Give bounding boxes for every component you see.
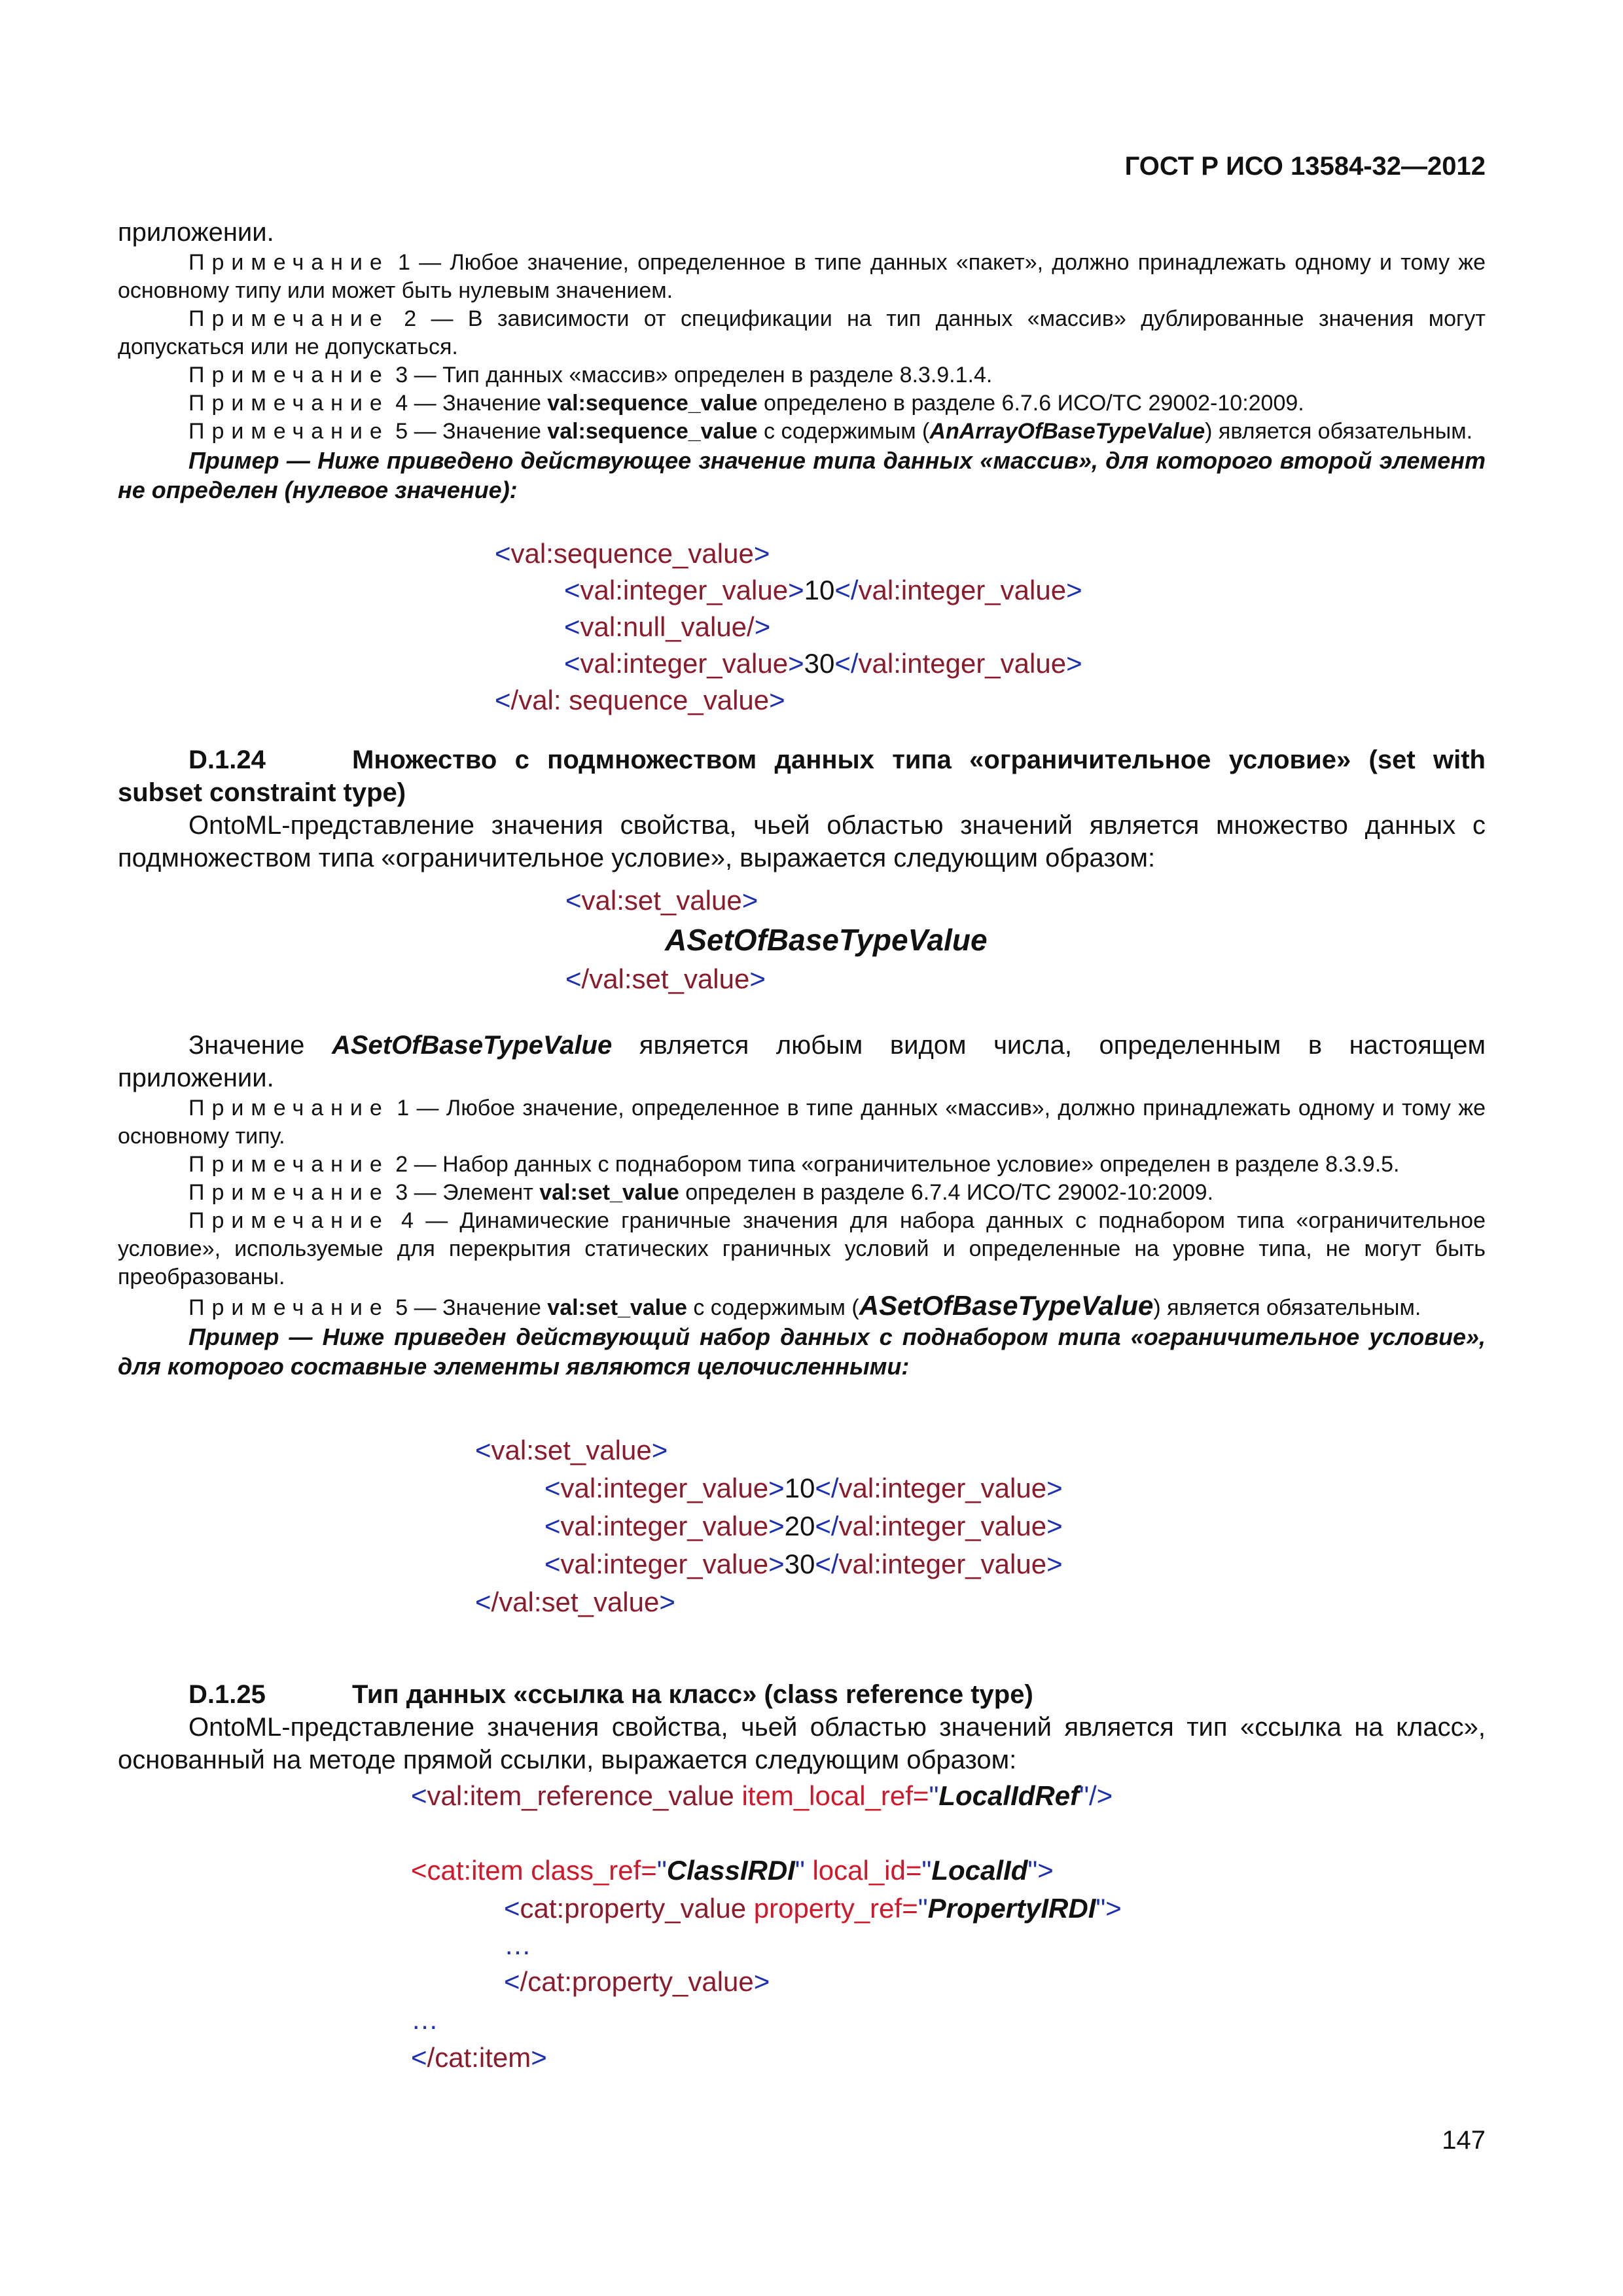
example-text: Пример — Ниже приведено действующее значение типа данных «массив», для которого второй элемент не определен (нулевое значение): bbox=[118, 447, 1486, 503]
note-d124-5: Примечание 5 — Значение val:set_value с содержимым (ASetOfBaseTypeValue) является обязательным. bbox=[188, 1290, 1421, 1321]
code3-item-reference: <val:item_reference_value item_local_ref="LocalIdRef"/> bbox=[411, 1780, 1113, 1811]
code-integer-line-1: <val:integer_value>10</val:integer_value> bbox=[564, 575, 1082, 605]
code3-cat-item-open: <cat:item class_ref="ClassIRDI" local_id="LocalId"> bbox=[411, 1855, 1054, 1886]
code3-ellipsis-2: … bbox=[411, 2004, 438, 2035]
code2-set-open: <val:set_value> bbox=[475, 1435, 668, 1465]
section-d125-paragraph: OntoML-представление значения свойства, чьей областью значений является тип «ссылка на класс», основанный на методе прямой ссылки, выражается следующим образом: bbox=[118, 1713, 1486, 1774]
code-set-value: ASetOfBaseTypeValue bbox=[665, 923, 988, 957]
code-integer-line-3: <val:integer_value>30</val:integer_value> bbox=[564, 648, 1082, 679]
section-d124-paragraph-2: Значение ASetOfBaseTypeValue является любым видом числа, определенным в настоящем приложении. bbox=[118, 1031, 1486, 1092]
intro-block bbox=[118, 216, 1486, 505]
code-sequence-open: <val:sequence_value> bbox=[495, 538, 770, 569]
note-d124-1: Примечание 1 — Любое значение, определенное в типе данных «массив», должно принадлежать одному и тому же основному типу. bbox=[118, 1096, 1486, 1149]
note-4: Примечание 4 — Значение val:sequence_value определено в разделе 6.7.6 ИСО/ТС 29002-10:2009. bbox=[188, 391, 1304, 416]
code2-integer-line-3: <val:integer_value>30</val:integer_value> bbox=[544, 1549, 1063, 1579]
lead-text: приложении. bbox=[118, 218, 274, 247]
code3-property-value-close: </cat:property_value> bbox=[504, 1966, 770, 1997]
code-sequence-close: </val: sequence_value> bbox=[495, 685, 785, 715]
note-5: Примечание 5 — Значение val:sequence_value с содержимым (AnArrayOfBaseTypeValue) является обязательным. bbox=[188, 419, 1473, 444]
section-d124-heading: D.1.24 Множество с подмножеством данных типа «ограничительное условие» (set with subset constraint type) bbox=[118, 745, 1486, 807]
code-null-line: <val:null_value/> bbox=[564, 611, 771, 642]
code2-integer-line-2: <val:integer_value>20</val:integer_value> bbox=[544, 1511, 1063, 1541]
note-1: Примечание 1 — Любое значение, определенное в типе данных «пакет», должно принадлежать одному и тому же основному типу или может быть нулевым значением. bbox=[118, 250, 1486, 303]
example-d124-text: Пример — Ниже приведен действующий набор данных с поднабором типа «ограничительное условие», для которого составные элементы являются целочисленными: bbox=[118, 1323, 1486, 1380]
code3-property-value-open: <cat:property_value property_ref="PropertyIRDI"> bbox=[504, 1893, 1122, 1924]
note-2: Примечание 2 — В зависимости от спецификации на тип данных «массив» дублированные значения могут допускаться или не допускаться. bbox=[118, 306, 1486, 359]
code2-integer-line-1: <val:integer_value>10</val:integer_value> bbox=[544, 1473, 1063, 1503]
note-d124-4: Примечание 4 — Динамические граничные значения для набора данных с поднабором типа «ограничительное условие», используемые для перекрытия статических граничных условий и определенные на уровне типа, не могут быть преобразованы. bbox=[118, 1208, 1486, 1289]
page-number: 147 bbox=[1442, 2126, 1486, 2155]
section-d125-heading: D.1.25 Тип данных «ссылка на класс» (class reference type) bbox=[188, 1680, 1033, 1709]
section-d124-paragraph: OntoML-представление значения свойства, чьей областью значений является множество данных с подмножеством типа «ограничительное условие», выражается следующим образом: bbox=[118, 811, 1486, 872]
note-3: Примечание 3 — Тип данных «массив» определен в разделе 8.3.9.1.4. bbox=[188, 363, 993, 387]
code3-ellipsis-1: … bbox=[504, 1929, 531, 1960]
code-set-open: <val:set_value> bbox=[565, 885, 758, 916]
code3-cat-item-close: </cat:item> bbox=[411, 2042, 547, 2073]
note-d124-2: Примечание 2 — Набор данных с поднабором типа «ограничительное условие» определен в разделе 8.3.9.5. bbox=[188, 1152, 1400, 1177]
section-d125 bbox=[118, 1678, 1486, 1776]
section-d124 bbox=[118, 744, 1486, 874]
code2-set-close: </val:set_value> bbox=[475, 1587, 675, 1617]
code-set-close: </val:set_value> bbox=[565, 963, 766, 994]
section-d124-notes bbox=[118, 1029, 1486, 1381]
note-d124-3: Примечание 3 — Элемент val:set_value определен в разделе 6.7.4 ИСО/ТС 29002-10:2009. bbox=[188, 1180, 1214, 1205]
document-header-code: ГОСТ Р ИСО 13584-32—2012 bbox=[1124, 152, 1486, 181]
